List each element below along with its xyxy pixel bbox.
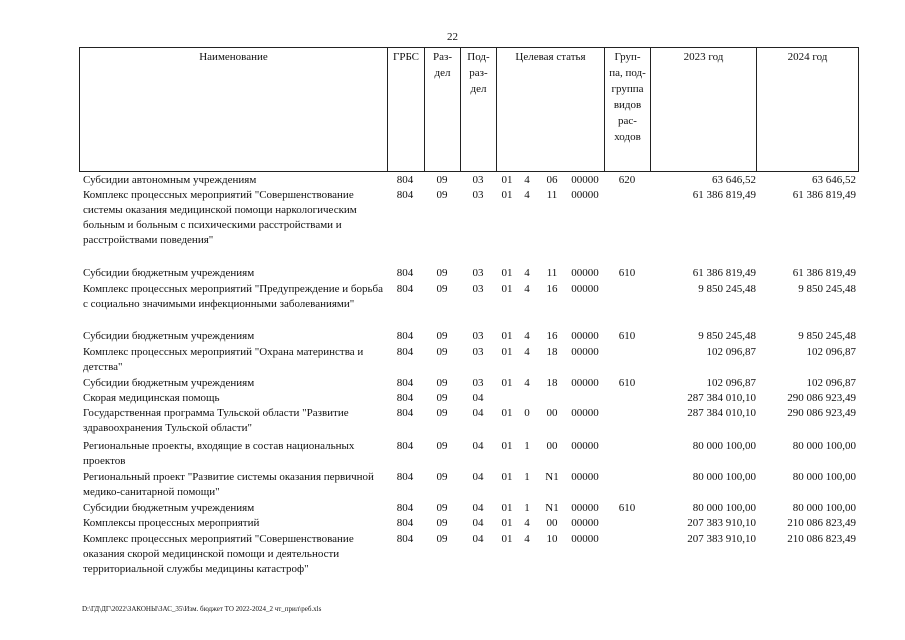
- row-cs-type: 4: [524, 283, 530, 295]
- row-grbs: 804: [396, 533, 414, 545]
- row-podrazdel: 03: [472, 377, 484, 389]
- row-grbs: 804: [396, 267, 414, 279]
- row-gruppa: 610: [618, 330, 636, 342]
- row-2024: 290 086 923,49: [787, 392, 856, 404]
- row-cs-direction: 00000: [571, 407, 599, 419]
- row-podrazdel: 03: [472, 346, 484, 358]
- row-razdel: 09: [436, 471, 448, 483]
- row-2024: 290 086 923,49: [787, 407, 856, 419]
- row-razdel: 09: [436, 346, 448, 358]
- row-name: Региональные проекты, входящие в состав национальных проектов: [83, 440, 355, 467]
- row-razdel: 09: [436, 377, 448, 389]
- row-cs-direction: 00000: [571, 267, 599, 279]
- row-razdel: 09: [436, 330, 448, 342]
- row-razdel: 09: [436, 174, 448, 186]
- row-razdel: 09: [436, 517, 448, 529]
- row-2023: 9 850 245,48: [698, 283, 756, 295]
- row-razdel: 09: [436, 502, 448, 514]
- row-cs-direction: 00000: [571, 502, 599, 514]
- row-grbs: 804: [396, 502, 414, 514]
- row-cs-element: 11: [546, 267, 558, 279]
- row-cs-type: 4: [524, 174, 530, 186]
- row-cs-element: 16: [546, 330, 558, 342]
- row-cs-type: 4: [524, 330, 530, 342]
- row-2023: 80 000 100,00: [692, 471, 756, 483]
- row-razdel: 09: [436, 267, 448, 279]
- row-cs-direction: 00000: [571, 189, 599, 201]
- row-name: Комплекс процессных мероприятий "Охрана материнства и детства": [83, 346, 364, 373]
- row-cs-program: 01: [501, 189, 513, 201]
- row-grbs: 804: [396, 517, 414, 529]
- row-gruppa: 620: [618, 174, 636, 186]
- header-2023: 2023 год: [683, 51, 724, 63]
- row-cs-element: 00: [546, 440, 558, 452]
- row-2023: 63 646,52: [712, 174, 756, 186]
- row-2024: 210 086 823,49: [787, 533, 856, 545]
- row-cs-type: 0: [524, 407, 530, 419]
- row-cs-direction: 00000: [571, 330, 599, 342]
- row-cs-program: 01: [501, 502, 513, 514]
- row-podrazdel: 04: [472, 471, 484, 483]
- row-2024: 210 086 823,49: [787, 517, 856, 529]
- row-cs-program: 01: [501, 330, 513, 342]
- row-cs-direction: 00000: [571, 346, 599, 358]
- row-2023: 207 383 910,10: [687, 517, 756, 529]
- row-grbs: 804: [396, 440, 414, 452]
- row-2024: 61 386 819,49: [792, 267, 856, 279]
- row-2024: 61 386 819,49: [792, 189, 856, 201]
- row-podrazdel: 04: [472, 407, 484, 419]
- row-2024: 80 000 100,00: [792, 471, 856, 483]
- header-divider: [756, 47, 757, 172]
- row-cs-element: 18: [546, 346, 558, 358]
- row-2023: 61 386 819,49: [692, 189, 756, 201]
- row-cs-direction: 00000: [571, 377, 599, 389]
- row-razdel: 09: [436, 440, 448, 452]
- row-2024: 63 646,52: [812, 174, 856, 186]
- row-cs-program: 01: [501, 407, 513, 419]
- row-razdel: 09: [436, 407, 448, 419]
- row-name: Субсидии бюджетным учреждениям: [83, 330, 255, 342]
- row-2023: 287 384 010,10: [687, 392, 756, 404]
- row-cs-direction: 00000: [571, 283, 599, 295]
- row-cs-direction: 00000: [571, 517, 599, 529]
- row-name: Региональный проект "Развитие системы оказания первичной медико-санитарной помощи": [83, 471, 374, 498]
- header-celevaya-statya: Целевая статья: [515, 51, 586, 63]
- row-cs-program: 01: [501, 471, 513, 483]
- header-divider: [387, 47, 388, 172]
- row-cs-program: 01: [501, 346, 513, 358]
- header-gruppa: Груп- па, под- группа видов рас- ходов: [609, 51, 646, 143]
- row-2024: 102 096,87: [806, 346, 856, 358]
- row-cs-type: 1: [524, 502, 530, 514]
- row-podrazdel: 04: [472, 502, 484, 514]
- row-name: Комплекс процессных мероприятий "Предупреждение и борьба с социально значимыми инфекционными заболеваниями": [83, 283, 383, 310]
- row-podrazdel: 04: [472, 440, 484, 452]
- row-cs-type: 1: [524, 440, 530, 452]
- row-name: Комплекс процессных мероприятий "Совершенствование системы оказания медицинской помощи наркологическим больным и больным с психическими расстройствами и расстройствами поведения": [83, 189, 357, 246]
- row-gruppa: 610: [618, 377, 636, 389]
- header-divider: [650, 47, 651, 172]
- header-divider: [858, 47, 859, 172]
- header-divider: [496, 47, 497, 172]
- row-cs-element: N1: [545, 471, 559, 483]
- row-razdel: 09: [436, 189, 448, 201]
- row-2023: 80 000 100,00: [692, 440, 756, 452]
- row-podrazdel: 04: [472, 392, 484, 404]
- row-cs-element: N1: [545, 502, 559, 514]
- row-podrazdel: 04: [472, 517, 484, 529]
- row-cs-direction: 00000: [571, 533, 599, 545]
- row-2023: 207 383 910,10: [687, 533, 756, 545]
- row-razdel: 09: [436, 392, 448, 404]
- page-number: 22: [447, 31, 458, 43]
- row-name: Скорая медицинская помощь: [83, 392, 220, 404]
- header-bottom-rule: [79, 171, 859, 172]
- row-2023: 61 386 819,49: [692, 267, 756, 279]
- row-gruppa: 610: [618, 502, 636, 514]
- row-2024: 9 850 245,48: [798, 330, 856, 342]
- row-cs-type: 4: [524, 267, 530, 279]
- row-2024: 102 096,87: [806, 377, 856, 389]
- row-cs-element: 06: [546, 174, 558, 186]
- row-cs-direction: 00000: [571, 440, 599, 452]
- row-2023: 9 850 245,48: [698, 330, 756, 342]
- row-cs-program: 01: [501, 533, 513, 545]
- row-name: Государственная программа Тульской области "Развитие здравоохранения Тульской области": [83, 407, 349, 434]
- row-cs-type: 1: [524, 471, 530, 483]
- row-cs-type: 4: [524, 189, 530, 201]
- row-grbs: 804: [396, 346, 414, 358]
- row-cs-type: 4: [524, 377, 530, 389]
- row-name: Комплекс процессных мероприятий "Совершенствование оказания скорой медицинской помощи и деятельности территориальной службы медицины катастроф": [83, 533, 354, 575]
- row-cs-type: 4: [524, 517, 530, 529]
- row-podrazdel: 03: [472, 283, 484, 295]
- row-grbs: 804: [396, 407, 414, 419]
- row-grbs: 804: [396, 471, 414, 483]
- row-2024: 9 850 245,48: [798, 283, 856, 295]
- row-grbs: 804: [396, 392, 414, 404]
- row-cs-program: 01: [501, 267, 513, 279]
- row-cs-element: 18: [546, 377, 558, 389]
- row-cs-program: 01: [501, 283, 513, 295]
- row-name: Субсидии автономным учреждениям: [83, 174, 257, 186]
- header-grbs: ГРБС: [392, 51, 420, 63]
- header-2024: 2024 год: [787, 51, 828, 63]
- header-divider: [79, 47, 80, 172]
- row-razdel: 09: [436, 283, 448, 295]
- row-name: Субсидии бюджетным учреждениям: [83, 377, 255, 389]
- row-podrazdel: 03: [472, 330, 484, 342]
- header-razdel: Раз- дел: [432, 51, 452, 79]
- row-cs-program: 01: [501, 440, 513, 452]
- row-cs-type: 4: [524, 346, 530, 358]
- row-cs-element: 16: [546, 283, 558, 295]
- row-podrazdel: 03: [472, 189, 484, 201]
- row-cs-program: 01: [501, 174, 513, 186]
- row-grbs: 804: [396, 377, 414, 389]
- row-cs-program: 01: [501, 517, 513, 529]
- row-grbs: 804: [396, 330, 414, 342]
- row-gruppa: 610: [618, 267, 636, 279]
- row-name: Субсидии бюджетным учреждениям: [83, 267, 255, 279]
- row-2024: 80 000 100,00: [792, 440, 856, 452]
- header-podrazdel: Под- раз- дел: [467, 51, 490, 95]
- row-grbs: 804: [396, 174, 414, 186]
- row-2023: 102 096,87: [706, 346, 756, 358]
- row-cs-type: 4: [524, 533, 530, 545]
- row-name: Субсидии бюджетным учреждениям: [83, 502, 255, 514]
- row-2024: 80 000 100,00: [792, 502, 856, 514]
- row-cs-element: 00: [546, 517, 558, 529]
- row-podrazdel: 03: [472, 267, 484, 279]
- row-razdel: 09: [436, 533, 448, 545]
- row-grbs: 804: [396, 283, 414, 295]
- row-cs-direction: 00000: [571, 471, 599, 483]
- row-name: Комплексы процессных мероприятий: [83, 517, 260, 529]
- row-cs-element: 10: [546, 533, 558, 545]
- row-grbs: 804: [396, 189, 414, 201]
- row-2023: 102 096,87: [706, 377, 756, 389]
- row-2023: 80 000 100,00: [692, 502, 756, 514]
- row-podrazdel: 04: [472, 533, 484, 545]
- row-cs-direction: 00000: [571, 174, 599, 186]
- row-cs-program: 01: [501, 377, 513, 389]
- row-podrazdel: 03: [472, 174, 484, 186]
- file-path-footer: D:\ГД\ДГ\2022\ЗАКОНЫ\ЗАС_35\Изм. бюджет ТО 2022-2024_2 чт_прил\реб.xls: [82, 605, 322, 613]
- row-cs-element: 11: [546, 189, 558, 201]
- header-name: Наименование: [199, 51, 268, 63]
- row-2023: 287 384 010,10: [687, 407, 756, 419]
- header-top-rule: [79, 47, 859, 48]
- row-cs-element: 00: [546, 407, 558, 419]
